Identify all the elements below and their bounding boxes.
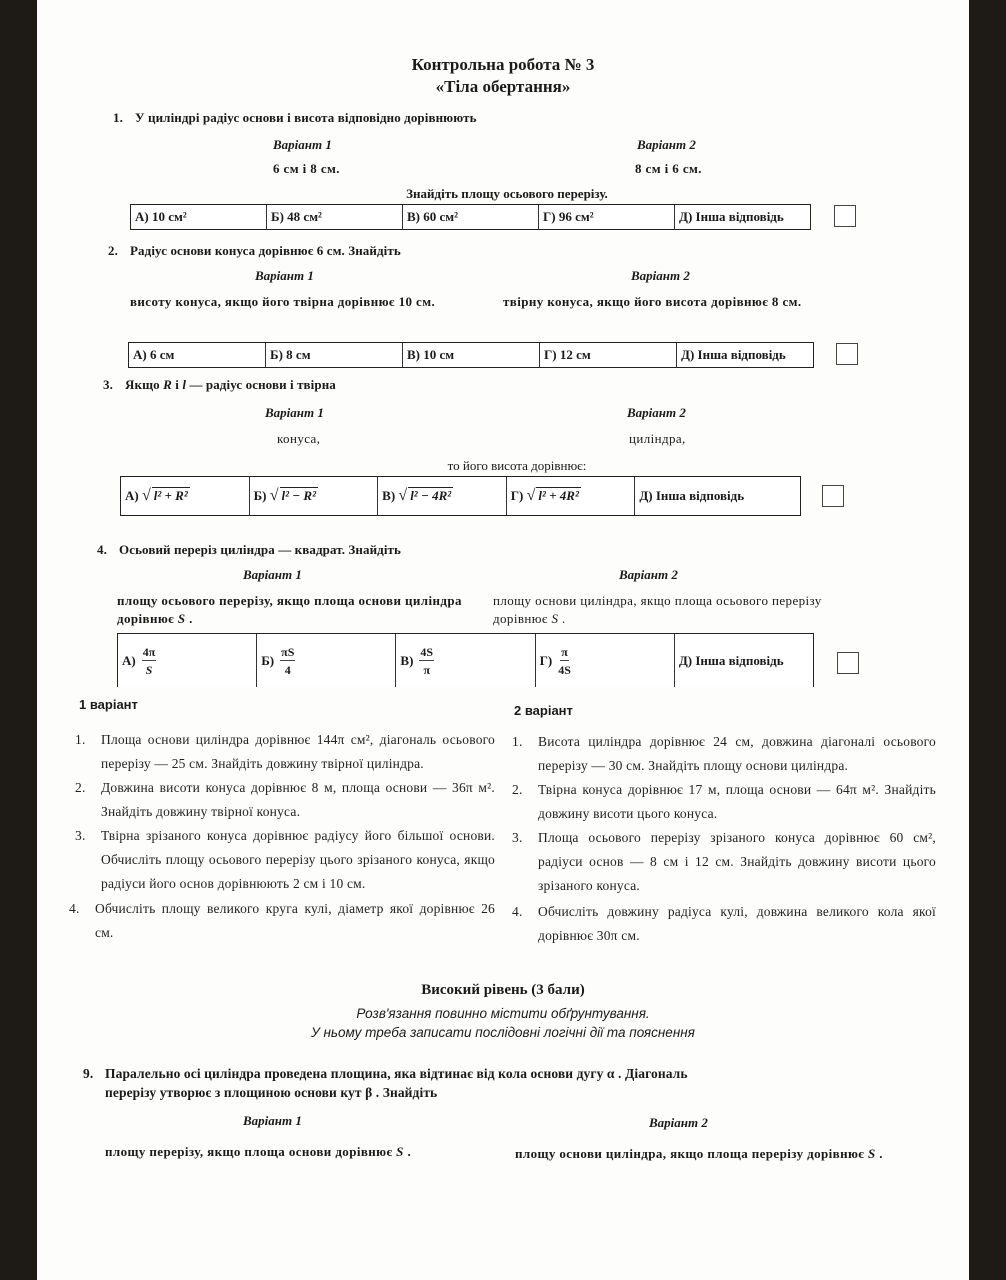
q2-answer-v[interactable]: В) 10 см bbox=[403, 343, 540, 367]
q3-variant1-label: Варіант 1 bbox=[265, 405, 324, 420]
q3-answer-checkbox[interactable] bbox=[822, 485, 844, 507]
q1-variant1-text: 6 см і 8 см. bbox=[273, 161, 340, 176]
q2-variant2-label: Варіант 2 bbox=[631, 268, 690, 283]
q1-answer-checkbox[interactable] bbox=[834, 205, 856, 227]
v1-task-3: 3. Твірна зрізаного конуса дорівнює радіусу його більшої основи. Обчисліть площу осьового перерізу цього зрізаного конуса, якщо радіуси його основ дорівнюють 2 см і 10 см. bbox=[75, 828, 495, 891]
question-9-header: 9. Паралельно осі циліндра проведена площина, яка відтинає від кола основи дугу α . Діагональ bbox=[83, 1066, 688, 1081]
q2-answer-table bbox=[128, 342, 814, 368]
q2-variant2-text: твірну конуса, якщо його висота дорівнює 8 см. bbox=[503, 294, 802, 309]
high-level-subtitle-1: Розв'язання повинно містити обґрунтування. bbox=[356, 1006, 650, 1021]
high-level-subtitle-2: У ньому треба записати послідовні логічні дії та пояснення bbox=[311, 1025, 695, 1040]
q2-variant1-label: Варіант 1 bbox=[255, 268, 314, 283]
question-3-header: 3. Якщо R і l — радіус основи і твірна bbox=[103, 377, 336, 392]
sqrt-expression: √ l² + 4R² bbox=[526, 487, 579, 504]
q4-variant2-text: площу основи циліндра, якщо площа осьового перерізу дорівнює S . bbox=[493, 593, 822, 626]
fraction: $\frac{\pi}{4S}$ bbox=[558, 644, 571, 677]
v1-task-1: 1. Площа основи циліндра дорівнює 144π см², діагональ осьового перерізу — 25 см. Знайдіть довжину твірної циліндра. bbox=[75, 732, 495, 771]
fraction: $\frac{\pi S}{4}$ bbox=[281, 644, 295, 677]
variant-2-section-label: 2 варіант bbox=[514, 703, 573, 718]
v1-task-4: 4. Обчисліть площу великого круга кулі, діаметр якої дорівнює 26 см. bbox=[69, 901, 495, 940]
q3-answer-table bbox=[120, 476, 801, 516]
q1-answer-a[interactable]: А) 10 см² bbox=[131, 205, 267, 229]
q4-answer-b[interactable]: Б) $\frac{\pi S}{4}$ bbox=[257, 634, 396, 687]
q4-answer-g[interactable]: Г) $\frac{\pi}{4S}$ bbox=[536, 634, 675, 687]
q4-variant2-label: Варіант 2 bbox=[619, 567, 678, 582]
v2-task-1: 1. Висота циліндра дорівнює 24 см, довжина діагоналі осьового перерізу — 30 см. Знайдіть площу основи циліндра. bbox=[512, 734, 936, 773]
sqrt-expression: √ l² − R² bbox=[269, 487, 317, 504]
q1-answer-d[interactable]: Д) Інша відповідь bbox=[679, 209, 784, 224]
q3-variant2-text: циліндра, bbox=[629, 431, 686, 446]
variant-1-section-label: 1 варіант bbox=[79, 697, 138, 712]
q1-answer-b[interactable]: Б) 48 см² bbox=[267, 205, 403, 229]
fraction: $\frac{4S}{\pi}$ bbox=[420, 644, 434, 677]
q1-variant1-label: Варіант 1 bbox=[273, 137, 332, 152]
q4-answer-d[interactable]: Д) Інша відповідь bbox=[678, 652, 784, 668]
sqrt-expression: √ l² − 4R² bbox=[398, 487, 452, 504]
q4-answer-a[interactable]: А) $\frac{4\pi}{S}$ bbox=[118, 634, 257, 687]
page-title: Контрольна робота № 3 bbox=[411, 55, 595, 74]
q9-variant2-label: Варіант 2 bbox=[649, 1115, 708, 1130]
q1-variant2-label: Варіант 2 bbox=[637, 137, 696, 152]
q4-answer-checkbox[interactable] bbox=[837, 652, 859, 674]
q3-answer-d[interactable]: Д) Інша відповідь bbox=[639, 488, 745, 503]
q2-answer-checkbox[interactable] bbox=[836, 343, 858, 365]
question-9-line2: перерізу утворює з площиною основи кут β . Знайдіть bbox=[105, 1085, 438, 1100]
q3-answer-a[interactable]: А) √ l² + R² bbox=[121, 477, 250, 515]
question-4-header: 4. Осьовий переріз циліндра — квадрат. Знайдіть bbox=[97, 542, 402, 557]
q4-variant1-text: площу осьового перерізу, якщо площа основи циліндра дорівнює S . bbox=[117, 593, 462, 626]
q4-answer-v[interactable]: В) $\frac{4S}{\pi}$ bbox=[396, 634, 535, 687]
q3-answer-v[interactable]: В) √ l² − 4R² bbox=[378, 477, 507, 515]
q3-variant1-text: конуса, bbox=[277, 431, 321, 446]
fraction: $\frac{4\pi}{S}$ bbox=[142, 644, 156, 677]
q1-answer-g[interactable]: Г) 96 см² bbox=[539, 205, 675, 229]
question-2-header: 2. Радіус основи конуса дорівнює 6 см. Знайдіть bbox=[108, 243, 401, 258]
q1-answer-v[interactable]: В) 60 см² bbox=[403, 205, 539, 229]
q1-prompt: Знайдіть площу осьового перерізу. bbox=[406, 186, 608, 201]
q9-variant1-label: Варіант 1 bbox=[243, 1113, 302, 1128]
q3-variant2-label: Варіант 2 bbox=[627, 405, 686, 420]
q2-answer-b[interactable]: Б) 8 см bbox=[266, 343, 403, 367]
q1-variant2-text: 8 см і 6 см. bbox=[635, 161, 702, 176]
question-1-header: 1. У циліндрі радіус основи і висота відповідно дорівнюють bbox=[113, 110, 477, 125]
q2-answer-d[interactable]: Д) Інша відповідь bbox=[681, 347, 786, 362]
q2-variant1-text: висоту конуса, якщо його твірна дорівнює 10 см. bbox=[130, 294, 436, 309]
q2-answer-g[interactable]: Г) 12 см bbox=[540, 343, 677, 367]
q3-prompt: то його висота дорівнює: bbox=[447, 458, 587, 473]
q3-answer-g[interactable]: Г) √ l² + 4R² bbox=[507, 477, 636, 515]
high-level-title: Високий рівень (3 бали) bbox=[421, 982, 585, 998]
v2-task-4: 4. Обчисліть довжину радіуса кулі, довжина великого кола якої дорівнює 30π см. bbox=[512, 904, 936, 943]
sqrt-expression: √ l² + R² bbox=[141, 487, 188, 504]
q1-answer-table bbox=[130, 204, 811, 230]
test-page bbox=[37, 0, 969, 1280]
q3-answer-b[interactable]: Б) √ l² − R² bbox=[250, 477, 379, 515]
q4-answer-table bbox=[117, 633, 814, 687]
v1-task-2: 2. Довжина висоти конуса дорівнює 8 м, площа основи — 36π м². Знайдіть довжину твірної конуса. bbox=[75, 780, 495, 819]
v2-task-3: 3. Площа осьового перерізу зрізаного конуса дорівнює 60 см², радіуси основ — 8 см і 12 см. Знайдіть довжину висоти цього зрізаного конуса. bbox=[512, 830, 936, 893]
q9-variant2-text: площу основи циліндра, якщо площа перерізу дорівнює S . bbox=[515, 1146, 883, 1161]
q9-variant1-text: площу перерізу, якщо площа основи дорівнює S . bbox=[105, 1144, 412, 1159]
q4-variant1-label: Варіант 1 bbox=[243, 567, 302, 582]
page-subtitle: «Тіла обертання» bbox=[435, 77, 571, 96]
q2-answer-a[interactable]: А) 6 см bbox=[129, 343, 266, 367]
v2-task-2: 2. Твірна конуса дорівнює 17 м, площа основи — 64π м². Знайдіть довжину висоти цього конуса. bbox=[512, 782, 936, 821]
